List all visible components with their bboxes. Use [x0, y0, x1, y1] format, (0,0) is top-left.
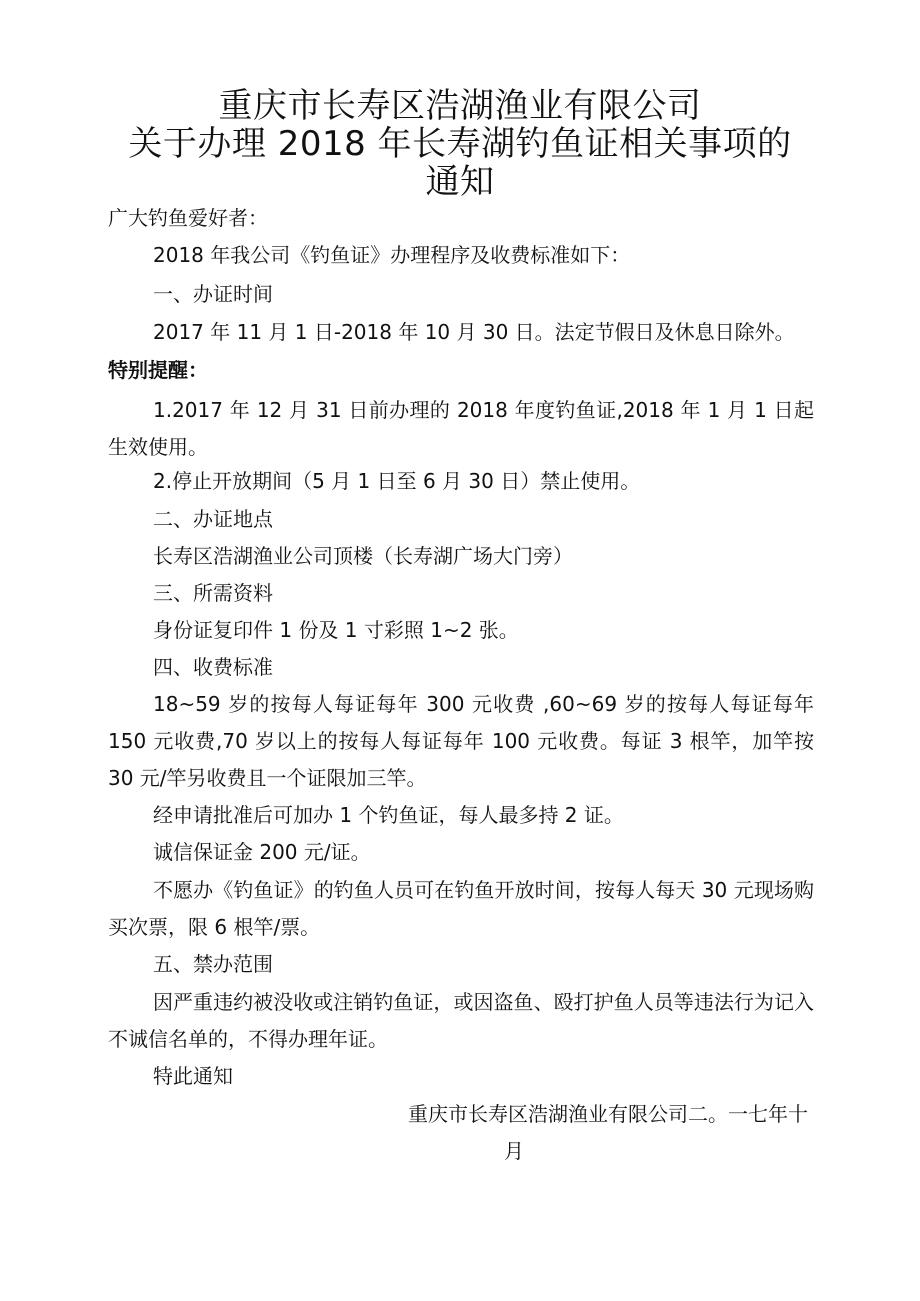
section-2-heading: 二、办证地点 — [153, 507, 273, 531]
document-title-line-2: 关于办理 2018 年长寿湖钓鱼证相关事项的 — [128, 124, 792, 164]
reminder-item-1: 1.2017 年 12 月 31 日前办理的 2018 年度钓鱼证,2018 年 1 月 1 日起生效使用。 — [108, 398, 814, 459]
reminder-item-2: 2.停止开放期间（5 月 1 日至 6 月 30 日）禁止使用。 — [153, 469, 641, 493]
section-4-deposit-text: 诚信保证金 200 元/证。 — [153, 840, 371, 864]
document-title-line-1: 重庆市长寿区浩湖渔业有限公司 — [218, 86, 702, 126]
special-reminder-heading: 特别提醒： — [108, 358, 208, 382]
signature-line-2: 月 — [504, 1139, 524, 1163]
section-1-heading: 一、办证时间 — [153, 282, 273, 306]
section-3-heading: 三、所需资料 — [153, 581, 273, 605]
signature-line-1: 重庆市长寿区浩湖渔业有限公司二。一七年十 — [408, 1102, 808, 1126]
salutation: 广大钓鱼爱好者： — [108, 206, 268, 230]
document-title-line-3: 通知 — [425, 162, 495, 202]
section-2-text: 长寿区浩湖渔业公司顶楼（长寿湖广场大门旁） — [153, 544, 573, 568]
section-5-text: 因严重违约被没收或注销钓鱼证，或因盗鱼、殴打护鱼人员等违法行为记入不诚信名单的，不得办理年证。 — [108, 990, 814, 1051]
intro-paragraph: 2018 年我公司《钓鱼证》办理程序及收费标准如下： — [153, 243, 631, 267]
section-4-extra-license-text: 经申请批准后可加办 1 个钓鱼证，每人最多持 2 证。 — [153, 803, 624, 827]
section-4-fee-paragraph: 18~59 岁的按每人每证每年 300 元收费 ,60~69 岁的按每人每证每年 150 元收费,70 岁以上的按每人每证每年 100 元收费。每证 3 根竿，加竿按 30 元/竿另收费且一个证限加三竿。 — [108, 692, 814, 790]
section-5-heading: 五、禁办范围 — [153, 952, 273, 976]
section-3-text: 身份证复印件 1 份及 1 寸彩照 1~2 张。 — [153, 618, 519, 642]
section-4-day-ticket-paragraph: 不愿办《钓鱼证》的钓鱼人员可在钓鱼开放时间，按每人每天 30 元现场购买次票，限 6 根竿/票。 — [108, 878, 814, 939]
section-1-text: 2017 年 11 月 1 日-2018 年 10 月 30 日。法定节假日及休息日除外。 — [153, 320, 795, 344]
section-4-heading: 四、收费标准 — [153, 655, 273, 679]
closing-text: 特此通知 — [153, 1064, 233, 1088]
